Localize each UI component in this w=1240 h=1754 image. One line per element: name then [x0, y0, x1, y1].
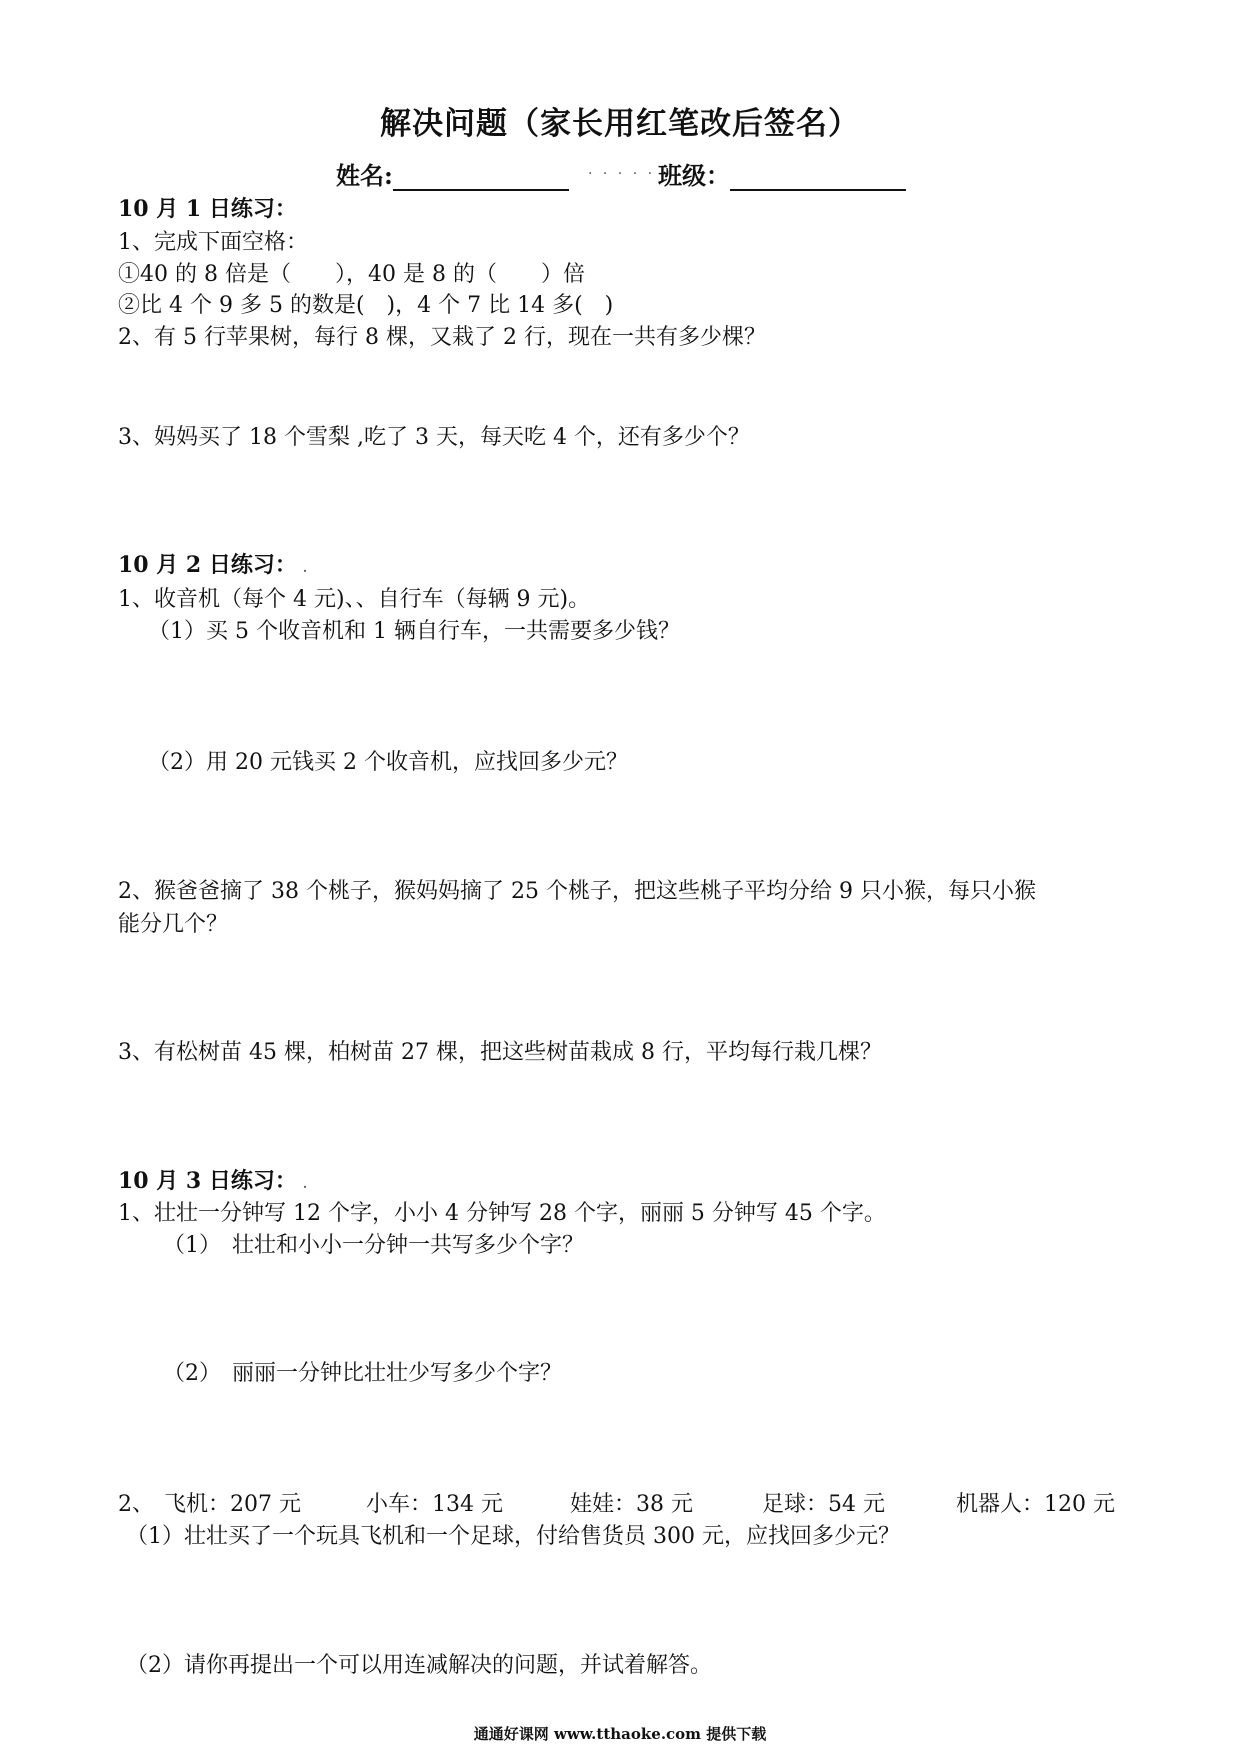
day1-q1b: ②比 4 个 9 多 5 的数是( )，4 个 7 比 14 多( ) [118, 293, 614, 318]
day1-q3: 3、妈妈买了 18 个雪梨 ,吃了 3 天，每天吃 4 个，还有多少个？ [118, 425, 750, 450]
tiny-dot: . [302, 561, 308, 575]
name-row [336, 156, 569, 191]
day2-q2-line1: 2、猴爸爸摘了 38 个桃子，猴妈妈摘了 25 个桃子，把这些桃子平均分给 9 只小猴，每只小猴 [118, 879, 1036, 904]
day3-q2b: （2）请你再提出一个可以用连减解决的问题，并试着解答。 [126, 1653, 712, 1678]
name-blank[interactable] [393, 163, 569, 191]
day1-q1: 1、完成下面空格： [118, 230, 308, 255]
day3-q1b: （2） 丽丽一分钟比壮壮少写多少个字？ [163, 1361, 562, 1386]
day3-heading [118, 1164, 307, 1195]
day2-q1b: （2）用 20 元钱买 2 个收音机，应找回多少元？ [148, 750, 628, 775]
day2-q1a: （1）买 5 个收音机和 1 辆自行车，一共需要多少钱？ [148, 619, 680, 644]
day3-q2-prefix: 2、 [118, 1492, 154, 1517]
day3-heading-text: 10 月 3 日练习： [118, 1168, 297, 1194]
day2-q3: 3、有松树苗 45 棵，柏树苗 27 棵，把这些树苗栽成 8 行，平均每行栽几棵？ [118, 1040, 882, 1065]
day1-q2: 2、有 5 行苹果树，每行 8 棵，又栽了 2 行，现在一共有多少棵？ [118, 325, 766, 350]
dots: . . . . . [588, 162, 656, 178]
day1-q1a: ①40 的 8 倍是（ ），40 是 8 的（ ）倍 [118, 262, 585, 287]
toy-price: 小车：134 元 [366, 1492, 503, 1517]
day3-q2a: （1）壮壮买了一个玩具飞机和一个足球，付给售货员 300 元，应找回多少元？ [126, 1524, 900, 1549]
toy-price: 足球：54 元 [762, 1492, 885, 1517]
class-label: 班级： [658, 161, 730, 190]
day2-heading [118, 548, 307, 579]
footer-credit: 通通好课网 www.tthaoke.com 提供下载 [473, 1725, 767, 1743]
class-row [658, 156, 906, 191]
day2-heading-text: 10 月 2 日练习： [118, 552, 297, 578]
tiny-dot: . [302, 1177, 308, 1191]
name-label: 姓名: [336, 161, 393, 190]
day2-q1: 1、收音机（每个 4 元)、、自行车（每辆 9 元)。 [118, 587, 591, 612]
day1-heading: 10 月 1 日练习： [118, 196, 297, 222]
day2-q2-line2: 能分几个？ [118, 912, 229, 937]
day3-q1: 1、壮壮一分钟写 12 个字，小小 4 分钟写 28 个字，丽丽 5 分钟写 45 个字。 [118, 1201, 886, 1226]
toy-price: 飞机：207 元 [164, 1492, 301, 1517]
class-blank[interactable] [730, 163, 906, 191]
day3-q1a: （1） 壮壮和小小一分钟一共写多少个字？ [163, 1233, 584, 1258]
toy-price: 机器人：120 元 [956, 1492, 1115, 1517]
page-title: 解决问题（家长用红笔改后签名） [380, 106, 860, 142]
toy-price: 娃娃：38 元 [570, 1492, 693, 1517]
